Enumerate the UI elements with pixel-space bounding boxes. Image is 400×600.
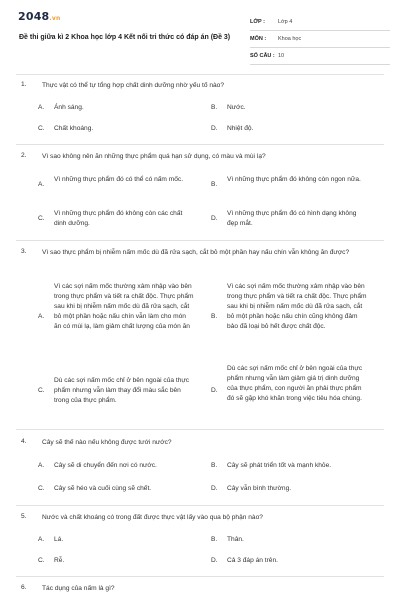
option-text: Dù các sợi nấm mốc chỉ ở bên ngoài của thực phẩm nhưng vẫn làm giảm giá trị dinh dưỡng của thực phẩm, con người ăn phải thực phẩm đó sẽ gặp khó khăn trong việc tiêu hóa chúng. <box>227 365 363 402</box>
option-text: Vì các sợi nấm mốc thường xâm nhập vào bên trong thực phẩm và tiết ra chất độc. Thực phẩm sau khi bị nhiễm nấm mốc dù đã rửa sạch, cắt bỏ một phần hoặc nấu chín cũng không đảm bảo đã loại bỏ hết được chất độc. <box>227 283 367 330</box>
option-text: Ánh sáng. <box>54 104 84 111</box>
option-text: Dù các sợi nấm mốc chỉ ở bên ngoài của thực phẩm nhưng vẫn làm thay đổi màu sắc bên trong của thực phẩm. <box>54 377 190 404</box>
option-text: Vì các sợi nấm mốc thường xâm nhập vào bên trong thực phẩm và tiết ra chất độc. Thực phẩm sau khi bị nhiễm nấm mốc dù đã rửa sạch, cắt bỏ một phần hoặc nấu chín vẫn làm cho món ăn có mùi lạ, làm giảm chất lượng của món ăn <box>54 283 194 330</box>
option-letter: A. <box>38 462 45 469</box>
option-letter: B. <box>211 536 218 543</box>
question-text: Cây sẽ thế nào nếu không được tưới nước? <box>42 439 172 446</box>
option-letter: C. <box>38 387 45 394</box>
option-letter: A. <box>38 181 45 188</box>
question-number: 1. <box>21 81 27 88</box>
option-letter: C. <box>38 215 45 222</box>
meta-class-label: LỚP : <box>250 19 265 25</box>
option-text: Thân. <box>227 536 244 543</box>
option-text: Rễ. <box>54 557 65 564</box>
option-text: Vì những thực phẩm đó có hình dạng không đẹp mắt. <box>227 210 357 227</box>
option-text: Vì những thực phẩm đó không còn ngon nữa. <box>227 176 361 183</box>
option-letter: D. <box>211 215 218 222</box>
option-text: Vì những thực phẩm đó không còn các chất dinh dưỡng. <box>54 210 183 227</box>
option-letter: B. <box>211 462 218 469</box>
document-meta <box>250 14 390 65</box>
divider <box>16 74 384 75</box>
question-number: 4. <box>21 438 27 445</box>
logo-text: 2048 <box>18 10 50 23</box>
option-letter: B. <box>211 181 218 188</box>
option-letter: D. <box>211 125 218 132</box>
option-letter: D. <box>211 485 218 492</box>
question-text: Vì sao thực phẩm bị nhiễm nấm mốc dù đã rửa sạch, cắt bỏ một phần hay nấu chín vẫn không ăn được? <box>42 249 350 256</box>
question-text: Thực vật có thể tự tổng hợp chất dinh dưỡng nhờ yếu tố nào? <box>42 82 225 89</box>
meta-subject-value: Khoa học <box>278 36 302 42</box>
question-number: 6. <box>21 584 27 591</box>
document-header <box>16 8 386 64</box>
option-letter: C. <box>38 125 45 132</box>
logo-suffix: .vn <box>49 15 61 22</box>
meta-subject-label: MÔN : <box>250 36 267 42</box>
meta-class-value: Lớp 4 <box>278 19 293 25</box>
site-logo[interactable] <box>18 10 60 23</box>
meta-subject <box>250 31 390 48</box>
option-letter: C. <box>38 557 45 564</box>
question-number: 5. <box>21 513 27 520</box>
meta-count-value: 10 <box>278 53 285 59</box>
option-text: Cây sẽ phát triển tốt và mạnh khỏe. <box>227 462 332 469</box>
option-text: Chất khoáng. <box>54 125 94 132</box>
divider <box>16 240 384 241</box>
question-number: 2. <box>21 152 27 159</box>
question-text: Tác dụng của nấm là gì? <box>42 585 115 592</box>
option-text: Nhiệt độ. <box>227 125 254 132</box>
meta-count-label: SỐ CÂU : <box>250 53 275 59</box>
option-letter: C. <box>38 485 45 492</box>
meta-count <box>250 48 390 65</box>
option-text: Cây sẽ héo và cuối cùng sẽ chết. <box>54 485 152 492</box>
divider <box>16 505 384 506</box>
meta-class <box>250 14 390 31</box>
divider <box>16 576 384 577</box>
option-letter: A. <box>38 313 45 320</box>
option-text: Vì những thực phẩm đó có thể có nấm mốc. <box>54 176 184 183</box>
option-letter: A. <box>38 536 45 543</box>
option-text: Cây vẫn bình thường. <box>227 485 292 492</box>
option-letter: D. <box>211 387 218 394</box>
question-text: Nước và chất khoáng có trong đất được thực vật lấy vào qua bộ phận nào? <box>42 514 263 521</box>
option-letter: B. <box>211 104 218 111</box>
option-letter: A. <box>38 104 45 111</box>
option-text: Cây sẽ di chuyển đến nơi có nước. <box>54 462 157 469</box>
question-text: Vì sao không nên ăn những thực phẩm quá hạn sử dụng, có màu và mùi lạ? <box>42 153 266 160</box>
option-text: Lá. <box>54 536 64 543</box>
option-text: Cả 3 đáp án trên. <box>227 557 278 564</box>
question-number: 3. <box>21 248 27 255</box>
option-letter: B. <box>211 313 218 320</box>
divider <box>16 144 384 145</box>
option-letter: D. <box>211 557 218 564</box>
document-title: Đề thi giữa kì 2 Khoa học lớp 4 Kết nối tri thức có đáp án (Đề 3) <box>19 34 231 41</box>
divider <box>16 429 384 430</box>
option-text: Nước. <box>227 104 246 111</box>
